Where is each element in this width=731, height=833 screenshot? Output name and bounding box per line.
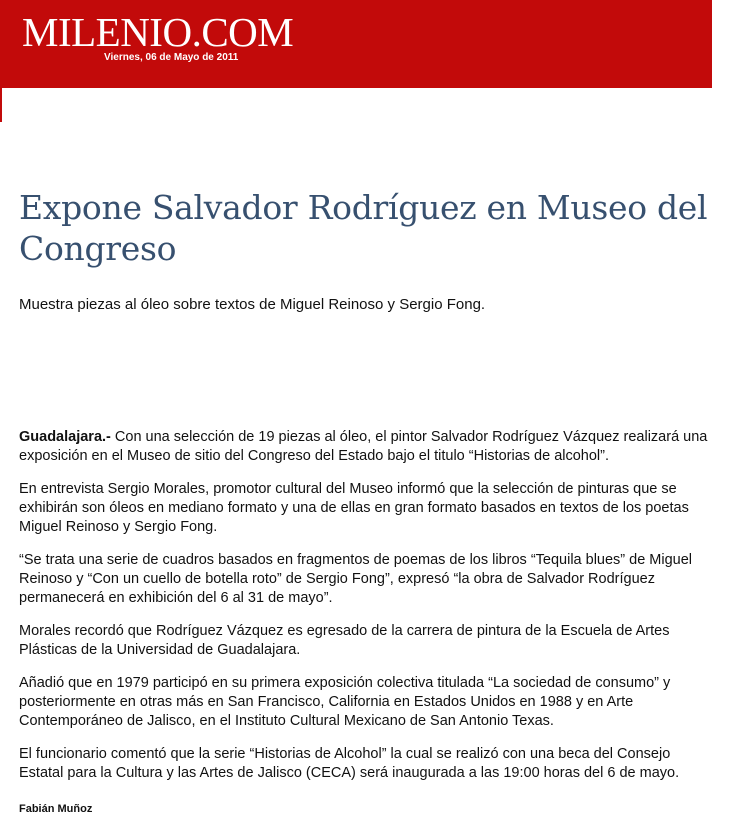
author-byline: Fabián Muñoz — [19, 803, 93, 815]
article-body — [19, 428, 711, 797]
dateline: Guadalajara.- — [19, 429, 111, 445]
body-paragraph: Añadió que en 1979 participó en su primera exposición colectiva titulada “La sociedad de consumo” y posteriormente en otras más en San Francisco, California en Estados Unidos en 1988 y en Arte Contemporáneo de Jalisco, en el Instituto Cultural Mexicano de San Antonio Texas. — [19, 675, 671, 729]
header-left-rule — [0, 88, 2, 122]
lead-paragraph — [19, 428, 711, 466]
article-subtitle: Muestra piezas al óleo sobre textos de Miguel Reinoso y Sergio Fong. — [19, 296, 486, 313]
body-paragraph: “Se trata una serie de cuadros basados en fragmentos de poemas de los libros “Tequila blues” de Miguel Reinoso y “Con un cuello de botella roto” de Sergio Fong”, expresó “la obra de Salvador Rodríguez permanecerá en exhibición del 6 al 31 de mayo”. — [19, 552, 693, 606]
body-paragraph: El funcionario comentó que la serie “Historias de Alcohol” la cual se realizó con una beca del Consejo Estatal para la Cultura y las Artes de Jalisco (CECA) será inaugurada a las 19:00 horas del 6 de mayo. — [19, 746, 680, 781]
header-banner — [0, 0, 712, 88]
body-paragraph: En entrevista Sergio Morales, promotor cultural del Museo informó que la selección de pinturas que se exhibirán son óleos en mediano formato y una de ellas en gran formato basados en textos de los poetas Miguel Reinoso y Sergio Fong. — [19, 481, 689, 535]
article-title: Expone Salvador Rodríguez en Museo del Congreso — [19, 188, 708, 268]
body-paragraph: Morales recordó que Rodríguez Vázquez es egresado de la carrera de pintura de la Escuela de Artes Plásticas de la Universidad de Guadalajara. — [19, 623, 670, 658]
lead-text: Con una selección de 19 piezas al óleo, el pintor Salvador Rodríguez Vázquez realizará una exposición en el Museo de sitio del Congreso del Estado bajo el titulo “Historias de alcohol”. — [19, 429, 708, 464]
header-date: Viernes, 06 de Mayo de 2011 — [104, 52, 239, 63]
site-logo[interactable]: MILENIO.COM — [22, 9, 294, 55]
